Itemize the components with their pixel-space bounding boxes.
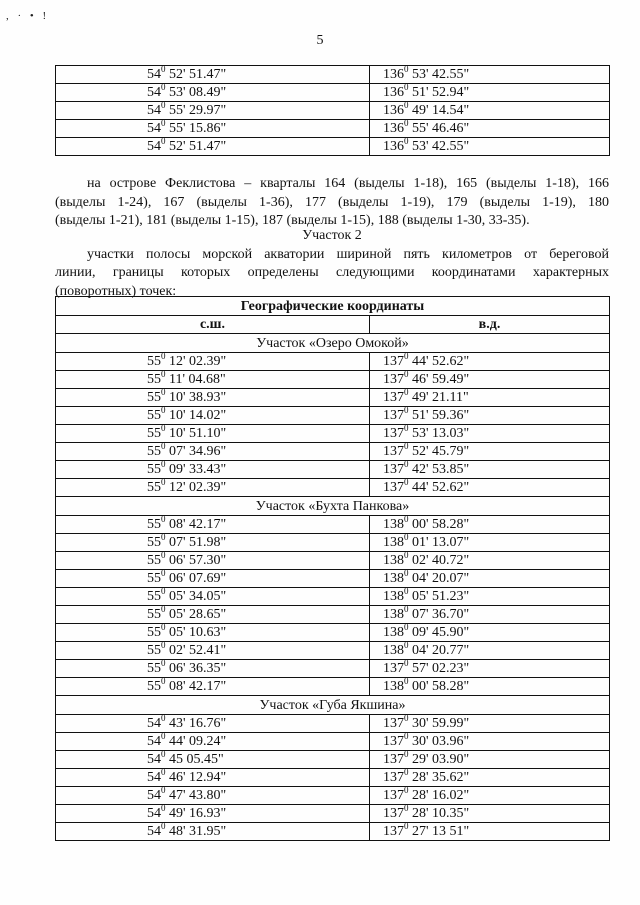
table-row (56, 624, 610, 642)
latitude-cell (56, 588, 370, 606)
degree-sign: 0 (161, 83, 166, 92)
table-row (56, 138, 610, 156)
table-row (56, 534, 610, 552)
degrees-value: 137 (383, 371, 404, 387)
section-heading: Участок 2 (302, 228, 362, 243)
minutes-seconds-value: 04' 20.77" (408, 642, 470, 658)
degrees-value: 55 (147, 660, 161, 676)
degrees-value: 55 (147, 389, 161, 405)
top-table-body (56, 66, 610, 156)
degree-sign: 0 (161, 605, 166, 614)
minutes-seconds-value: 55' 29.97" (165, 102, 227, 118)
longitude-cell (370, 138, 610, 156)
degree-sign: 0 (161, 804, 166, 813)
table-row (56, 823, 610, 841)
latitude-cell (56, 516, 370, 534)
table-row (56, 733, 610, 751)
degrees-value: 54 (147, 733, 161, 749)
degree-sign: 0 (161, 786, 166, 795)
minutes-seconds-value: 07' 34.96" (165, 443, 227, 459)
minutes-seconds-value: 10' 51.10" (165, 425, 227, 441)
minutes-seconds-value: 00' 58.28" (408, 678, 470, 694)
table-header: Географические координаты (56, 297, 610, 316)
table-row (56, 805, 610, 823)
minutes-seconds-value: 02' 40.72" (408, 552, 470, 568)
longitude-cell (370, 389, 610, 407)
degree-sign: 0 (404, 424, 409, 433)
degree-sign: 0 (161, 677, 166, 686)
degree-sign: 0 (161, 119, 166, 128)
degrees-value: 54 (147, 138, 161, 154)
minutes-seconds-value: 05' 34.05" (165, 588, 227, 604)
minutes-seconds-value: 51' 59.36" (408, 407, 470, 423)
paragraph-line: участки полосы морской акватории шириной пять километров от береговой (87, 246, 609, 262)
latitude-cell (56, 425, 370, 443)
latitude-cell (56, 407, 370, 425)
page-number: 5 (316, 33, 324, 48)
section-title: Участок «Озеро Омокой» (56, 334, 610, 353)
degrees-value: 138 (383, 588, 404, 604)
minutes-seconds-value: 55' 46.46" (408, 120, 470, 136)
table-row (56, 660, 610, 678)
minutes-seconds-value: 30' 59.99" (408, 715, 470, 731)
minutes-seconds-value: 53' 13.03" (408, 425, 470, 441)
table-row (56, 769, 610, 787)
coordinates-table-continued (55, 65, 610, 156)
degree-sign: 0 (404, 732, 409, 741)
degree-sign: 0 (404, 641, 409, 650)
table-row (56, 606, 610, 624)
minutes-seconds-value: 44' 52.62" (408, 353, 470, 369)
minutes-seconds-value: 12' 02.39" (165, 479, 227, 495)
section-row (56, 696, 610, 715)
degree-sign: 0 (404, 768, 409, 777)
minutes-seconds-value: 06' 57.30" (165, 552, 227, 568)
degree-sign: 0 (404, 370, 409, 379)
degrees-value: 138 (383, 534, 404, 550)
degree-sign: 0 (404, 569, 409, 578)
minutes-seconds-value: 52' 51.47" (165, 138, 227, 154)
degree-sign: 0 (161, 406, 166, 415)
minutes-seconds-value: 55' 15.86" (165, 120, 227, 136)
longitude-cell (370, 102, 610, 120)
latitude-cell (56, 606, 370, 624)
degrees-value: 55 (147, 606, 161, 622)
latitude-cell (56, 443, 370, 461)
minutes-seconds-value: 53' 42.55" (408, 66, 470, 82)
degree-sign: 0 (404, 406, 409, 415)
degree-sign: 0 (161, 370, 166, 379)
degrees-value: 54 (147, 769, 161, 785)
latitude-cell (56, 353, 370, 371)
table-row (56, 461, 610, 479)
scan-corner-marks: , · • ! (6, 10, 50, 22)
table-row (56, 678, 610, 696)
paragraph-line: на острове Феклистова – кварталы 164 (выделы 1-18), 165 (выделы 1-18), 166 (87, 176, 609, 191)
degrees-value: 137 (383, 805, 404, 821)
degree-sign: 0 (404, 587, 409, 596)
degree-sign: 0 (404, 460, 409, 469)
latitude-cell (56, 660, 370, 678)
degrees-value: 137 (383, 461, 404, 477)
degree-sign: 0 (404, 804, 409, 813)
longitude-cell (370, 751, 610, 769)
latitude-cell (56, 733, 370, 751)
latitude-cell (56, 570, 370, 588)
table-row (56, 353, 610, 371)
longitude-cell (370, 425, 610, 443)
minutes-seconds-value: 12' 02.39" (165, 353, 227, 369)
degree-sign: 0 (161, 65, 166, 74)
longitude-cell (370, 516, 610, 534)
latitude-cell (56, 102, 370, 120)
minutes-seconds-value: 57' 02.23" (408, 660, 470, 676)
degrees-value: 55 (147, 624, 161, 640)
degrees-value: 55 (147, 407, 161, 423)
degrees-value: 55 (147, 588, 161, 604)
minutes-seconds-value: 44' 52.62" (408, 479, 470, 495)
minutes-seconds-value: 42' 53.85" (408, 461, 470, 477)
table-row (56, 787, 610, 805)
longitude-cell (370, 715, 610, 733)
minutes-seconds-value: 49' 21.11" (408, 389, 469, 405)
latitude-cell (56, 642, 370, 660)
degree-sign: 0 (404, 83, 409, 92)
minutes-seconds-value: 47' 43.80" (165, 787, 227, 803)
longitude-cell (370, 371, 610, 389)
longitude-cell (370, 823, 610, 841)
degree-sign: 0 (161, 822, 166, 831)
degrees-value: 138 (383, 606, 404, 622)
longitude-cell (370, 120, 610, 138)
area-paragraph (55, 227, 609, 301)
longitude-cell (370, 552, 610, 570)
degree-sign: 0 (404, 119, 409, 128)
degrees-value: 137 (383, 425, 404, 441)
degree-sign: 0 (161, 623, 166, 632)
table-row (56, 407, 610, 425)
table-subheader-row (56, 316, 610, 334)
degree-sign: 0 (161, 101, 166, 110)
minutes-seconds-value: 46' 59.49" (408, 371, 470, 387)
longitude-cell (370, 443, 610, 461)
table-row (56, 102, 610, 120)
degrees-value: 137 (383, 751, 404, 767)
latitude-cell (56, 371, 370, 389)
degrees-value: 138 (383, 624, 404, 640)
minutes-seconds-value: 45 05.45" (165, 751, 224, 767)
table-row (56, 425, 610, 443)
degree-sign: 0 (161, 460, 166, 469)
minutes-seconds-value: 05' 28.65" (165, 606, 227, 622)
table-row (56, 120, 610, 138)
degrees-value: 55 (147, 443, 161, 459)
table-row (56, 66, 610, 84)
table-row (56, 389, 610, 407)
degree-sign: 0 (404, 786, 409, 795)
degrees-value: 55 (147, 642, 161, 658)
latitude-cell (56, 66, 370, 84)
degrees-value: 54 (147, 823, 161, 839)
longitude-cell (370, 606, 610, 624)
table-row (56, 443, 610, 461)
minutes-seconds-value: 05' 10.63" (165, 624, 227, 640)
minutes-seconds-value: 09' 33.43" (165, 461, 227, 477)
degree-sign: 0 (404, 101, 409, 110)
minutes-seconds-value: 11' 04.68" (165, 371, 226, 387)
degrees-value: 55 (147, 552, 161, 568)
minutes-seconds-value: 52' 45.79" (408, 443, 470, 459)
degrees-value: 136 (383, 120, 404, 136)
longitude-cell (370, 678, 610, 696)
degrees-value: 137 (383, 733, 404, 749)
minutes-seconds-value: 44' 09.24" (165, 733, 227, 749)
longitude-cell (370, 805, 610, 823)
degree-sign: 0 (404, 822, 409, 831)
latitude-cell (56, 461, 370, 479)
feklistova-paragraph (55, 175, 609, 231)
table-header-row (56, 297, 610, 316)
degree-sign: 0 (161, 442, 166, 451)
table-row (56, 715, 610, 733)
paragraph-line: (выделы 1-21), 181 (выделы 1-15), 187 (выделы 1-15), 188 (выделы 1-30, 33-35). (55, 213, 530, 228)
degrees-value: 137 (383, 443, 404, 459)
minutes-seconds-value: 30' 03.96" (408, 733, 470, 749)
degree-sign: 0 (161, 732, 166, 741)
degree-sign: 0 (161, 478, 166, 487)
degree-sign: 0 (161, 587, 166, 596)
longitude-cell (370, 733, 610, 751)
longitude-cell (370, 787, 610, 805)
table-row (56, 588, 610, 606)
table-row (56, 751, 610, 769)
table-row (56, 84, 610, 102)
latitude-cell (56, 534, 370, 552)
minutes-seconds-value: 08' 42.17" (165, 678, 227, 694)
degree-sign: 0 (161, 551, 166, 560)
longitude-cell (370, 769, 610, 787)
degree-sign: 0 (404, 478, 409, 487)
degrees-value: 138 (383, 570, 404, 586)
minutes-seconds-value: 49' 14.54" (408, 102, 470, 118)
degree-sign: 0 (404, 65, 409, 74)
longitude-cell (370, 407, 610, 425)
degrees-value: 54 (147, 66, 161, 82)
degree-sign: 0 (404, 623, 409, 632)
section-title: Участок «Бухта Панкова» (56, 497, 610, 516)
longitude-cell (370, 570, 610, 588)
degrees-value: 55 (147, 678, 161, 694)
minutes-seconds-value: 08' 42.17" (165, 516, 227, 532)
longitude-cell (370, 353, 610, 371)
latitude-cell (56, 751, 370, 769)
minutes-seconds-value: 49' 16.93" (165, 805, 227, 821)
degrees-value: 55 (147, 461, 161, 477)
minutes-seconds-value: 28' 35.62" (408, 769, 470, 785)
minutes-seconds-value: 01' 13.07" (408, 534, 470, 550)
longitude-cell (370, 479, 610, 497)
degree-sign: 0 (161, 714, 166, 723)
degrees-value: 137 (383, 660, 404, 676)
degrees-value: 137 (383, 769, 404, 785)
longitude-cell (370, 461, 610, 479)
latitude-cell (56, 823, 370, 841)
degree-sign: 0 (404, 442, 409, 451)
minutes-seconds-value: 07' 36.70" (408, 606, 470, 622)
degree-sign: 0 (161, 137, 166, 146)
degrees-value: 137 (383, 479, 404, 495)
degree-sign: 0 (404, 677, 409, 686)
degrees-value: 138 (383, 642, 404, 658)
degree-sign: 0 (161, 569, 166, 578)
minutes-seconds-value: 07' 51.98" (165, 534, 227, 550)
minutes-seconds-value: 43' 16.76" (165, 715, 227, 731)
minutes-seconds-value: 48' 31.95" (165, 823, 227, 839)
degree-sign: 0 (161, 641, 166, 650)
degrees-value: 54 (147, 715, 161, 731)
minutes-seconds-value: 53' 08.49" (165, 84, 227, 100)
degree-sign: 0 (404, 533, 409, 542)
latitude-cell (56, 805, 370, 823)
degrees-value: 138 (383, 678, 404, 694)
latitude-cell (56, 138, 370, 156)
minutes-seconds-value: 10' 38.93" (165, 389, 227, 405)
degrees-value: 137 (383, 823, 404, 839)
latitude-cell (56, 624, 370, 642)
degrees-value: 137 (383, 353, 404, 369)
degree-sign: 0 (161, 750, 166, 759)
column-header-longitude: в.д. (370, 316, 610, 334)
degree-sign: 0 (161, 659, 166, 668)
minutes-seconds-value: 02' 52.41" (165, 642, 227, 658)
minutes-seconds-value: 04' 20.07" (408, 570, 470, 586)
degree-sign: 0 (404, 605, 409, 614)
minutes-seconds-value: 06' 36.35" (165, 660, 227, 676)
longitude-cell (370, 66, 610, 84)
degree-sign: 0 (404, 515, 409, 524)
degrees-value: 55 (147, 479, 161, 495)
latitude-cell (56, 787, 370, 805)
longitude-cell (370, 534, 610, 552)
degrees-value: 55 (147, 570, 161, 586)
latitude-cell (56, 120, 370, 138)
minutes-seconds-value: 46' 12.94" (165, 769, 227, 785)
degrees-value: 54 (147, 84, 161, 100)
degrees-value: 55 (147, 353, 161, 369)
degrees-value: 136 (383, 84, 404, 100)
latitude-cell (56, 552, 370, 570)
degrees-value: 55 (147, 371, 161, 387)
column-header-latitude: с.ш. (56, 316, 370, 334)
minutes-seconds-value: 28' 16.02" (408, 787, 470, 803)
degree-sign: 0 (404, 714, 409, 723)
minutes-seconds-value: 52' 51.47" (165, 66, 227, 82)
minutes-seconds-value: 10' 14.02" (165, 407, 227, 423)
table-row (56, 479, 610, 497)
minutes-seconds-value: 09' 45.90" (408, 624, 470, 640)
minutes-seconds-value: 29' 03.90" (408, 751, 470, 767)
latitude-cell (56, 769, 370, 787)
degree-sign: 0 (161, 768, 166, 777)
degrees-value: 54 (147, 805, 161, 821)
degrees-value: 136 (383, 102, 404, 118)
table-row (56, 642, 610, 660)
latitude-cell (56, 678, 370, 696)
degree-sign: 0 (161, 352, 166, 361)
minutes-seconds-value: 51' 52.94" (408, 84, 470, 100)
paragraph-line: (выделы 1-24), 167 (выделы 1-36), 177 (выделы 1-19), 179 (выделы 1-19), 180 (55, 194, 609, 210)
degree-sign: 0 (404, 352, 409, 361)
section-row (56, 334, 610, 353)
section-title: Участок «Губа Якшина» (56, 696, 610, 715)
degree-sign: 0 (404, 750, 409, 759)
minutes-seconds-value: 06' 07.69" (165, 570, 227, 586)
degrees-value: 54 (147, 102, 161, 118)
section-row (56, 497, 610, 516)
degrees-value: 138 (383, 552, 404, 568)
latitude-cell (56, 84, 370, 102)
degree-sign: 0 (404, 551, 409, 560)
degrees-value: 55 (147, 516, 161, 532)
paragraph-line: линии, границы которых определены следующими координатами характерных (55, 265, 609, 280)
minutes-seconds-value: 53' 42.55" (408, 138, 470, 154)
degree-sign: 0 (404, 388, 409, 397)
degrees-value: 136 (383, 66, 404, 82)
degree-sign: 0 (404, 659, 409, 668)
degrees-value: 137 (383, 389, 404, 405)
degrees-value: 55 (147, 425, 161, 441)
degrees-value: 55 (147, 534, 161, 550)
degrees-value: 54 (147, 120, 161, 136)
main-table-body (56, 297, 610, 841)
longitude-cell (370, 660, 610, 678)
degree-sign: 0 (161, 388, 166, 397)
degree-sign: 0 (161, 515, 166, 524)
minutes-seconds-value: 00' 58.28" (408, 516, 470, 532)
degrees-value: 137 (383, 715, 404, 731)
degree-sign: 0 (161, 424, 166, 433)
longitude-cell (370, 624, 610, 642)
degrees-value: 54 (147, 751, 161, 767)
minutes-seconds-value: 27' 13 51" (408, 823, 470, 839)
latitude-cell (56, 715, 370, 733)
paragraph-line: (поворотных) точек: (55, 283, 177, 299)
degrees-value: 137 (383, 407, 404, 423)
table-row (56, 371, 610, 389)
table-row (56, 516, 610, 534)
degree-sign: 0 (404, 137, 409, 146)
minutes-seconds-value: 05' 51.23" (408, 588, 470, 604)
geographic-coordinates-table (55, 296, 610, 841)
table-row (56, 570, 610, 588)
longitude-cell (370, 588, 610, 606)
longitude-cell (370, 642, 610, 660)
table-row (56, 552, 610, 570)
minutes-seconds-value: 28' 10.35" (408, 805, 470, 821)
degrees-value: 136 (383, 138, 404, 154)
degrees-value: 54 (147, 787, 161, 803)
latitude-cell (56, 389, 370, 407)
degree-sign: 0 (161, 533, 166, 542)
latitude-cell (56, 479, 370, 497)
degrees-value: 137 (383, 787, 404, 803)
degrees-value: 138 (383, 516, 404, 532)
longitude-cell (370, 84, 610, 102)
